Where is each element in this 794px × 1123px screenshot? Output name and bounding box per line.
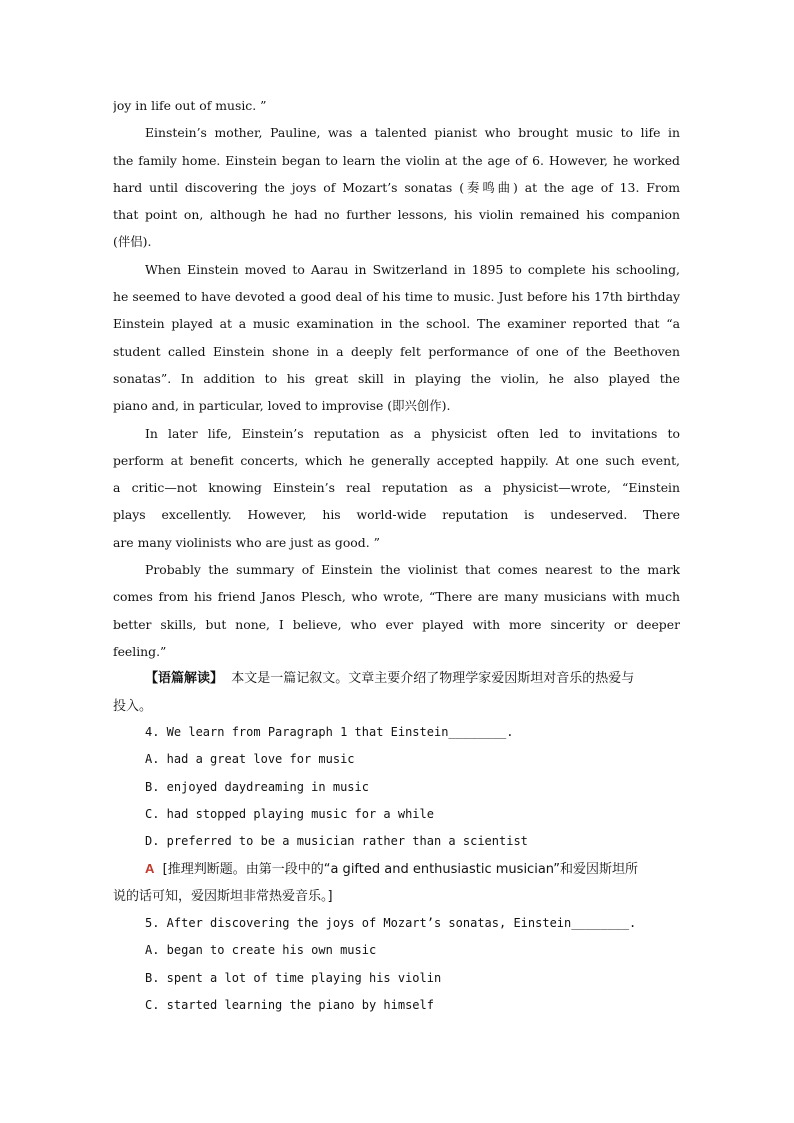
option-b: B. spent a lot of time playing his violin xyxy=(145,970,442,985)
option-c: C. had stopped playing music for a while xyxy=(145,806,434,821)
passage-line: (伴侣). xyxy=(113,234,152,250)
option-a: A. began to create his own music xyxy=(145,943,377,958)
passage-line: piano and, in particular, loved to improvise (即兴创作). xyxy=(113,398,451,414)
passage-line: plays excellently. However, his world-wide reputation is undeserved. There xyxy=(113,507,680,523)
passage-line: When Einstein moved to Aarau in Switzerland in 1895 to complete his schooling, xyxy=(145,261,680,277)
passage-line: the family home. Einstein began to learn the violin at the age of 6. However, he worked xyxy=(113,152,680,168)
paragraph-later-life xyxy=(113,420,680,556)
analysis-label: 【语篇解读】 xyxy=(145,671,224,687)
option-b: B. enjoyed daydreaming in music xyxy=(145,779,369,794)
analysis-text: 本文是一篇记叙文。文章主要介绍了物理学家爱因斯坦对音乐的热爱与 xyxy=(231,671,635,687)
passage-analysis xyxy=(113,665,680,720)
passage-line: student called Einstein shone in a deeply felt performance of one of the Beethoven xyxy=(113,343,680,359)
passage-line: Einstein played at a music examination in the school. The examiner reported that “a xyxy=(113,316,680,332)
passage-line: that point on, although he had no further lessons, his violin remained his companion xyxy=(113,207,680,223)
passage-line: he seemed to have devoted a good deal of his time to music. Just before his 17th birthday xyxy=(113,289,680,305)
passage-line: Einstein’s mother, Pauline, was a talented pianist who brought music to life in xyxy=(145,125,680,141)
question-stem: 4. We learn from Paragraph 1 that Einstein________. xyxy=(145,725,514,739)
passage-line: joy in life out of music. ” xyxy=(113,98,267,113)
passage-line: comes from his friend Janos Plesch, who wrote, “There are many musicians with much xyxy=(113,589,680,605)
paragraph-summary xyxy=(113,556,680,665)
question-stem: 5. After discovering the joys of Mozart’s sonatas, Einstein________. xyxy=(145,916,637,931)
passage-line: Probably the summary of Einstein the violinist that comes nearest to the mark xyxy=(145,562,680,578)
passage-line: sonatas”. In addition to his great skill in playing the violin, he also played the xyxy=(113,370,680,386)
analysis-text: 投入。 xyxy=(113,698,153,714)
answer-explanation: 说的话可知，爱因斯坦非常热爱音乐。] xyxy=(113,888,333,904)
paragraph-aarau xyxy=(113,256,680,420)
passage-line: feeling.” xyxy=(113,643,167,659)
passage-line: are many violinists who are just as good. ” xyxy=(113,534,380,550)
question-section xyxy=(113,719,680,1019)
passage-line: a critic—not knowing Einstein’s real reputation as a physicist—wrote, “Einstein xyxy=(113,480,680,496)
question-5 xyxy=(113,910,680,1019)
passage-line: perform at benefit concerts, which he generally accepted happily. At one such event, xyxy=(113,452,680,468)
passage-line: better skills, but none, I believe, who ever played with more sincerity or deeper xyxy=(113,616,680,632)
option-c: C. started learning the piano by himself xyxy=(145,997,434,1012)
paragraph-mother xyxy=(113,119,680,255)
option-a: A. had a great love for music xyxy=(145,752,355,767)
option-d: D. preferred to be a musician rather than a scientist xyxy=(145,834,528,849)
question-4 xyxy=(113,719,680,910)
passage-line: In later life, Einstein’s reputation as a physicist often led to invitations to xyxy=(145,425,680,441)
passage xyxy=(113,92,680,720)
answer-letter: A xyxy=(145,861,155,877)
answer-explanation: [推理判断题。由第一段中的“a gifted and enthusiastic musician”和爱因斯坦所 xyxy=(162,862,639,878)
passage-line: hard until discovering the joys of Mozart’s sonatas (奏鸣曲) at the age of 13. From xyxy=(113,179,680,195)
